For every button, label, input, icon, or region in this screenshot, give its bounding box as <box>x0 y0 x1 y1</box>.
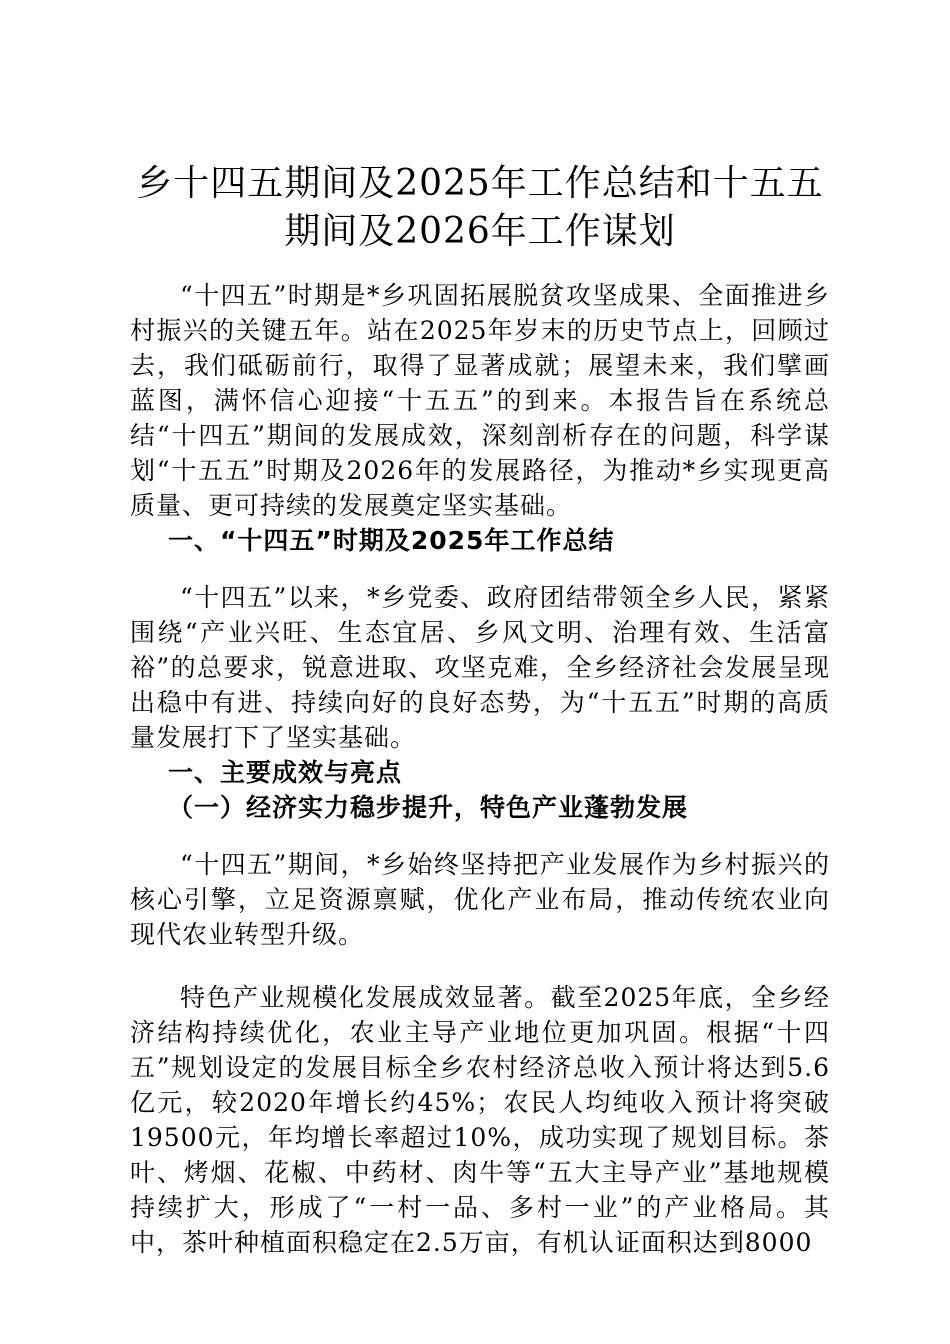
document-title: 乡十四五期间及2025年工作总结和十五五期间及2026年工作谋划 <box>136 163 824 252</box>
section-summary-paragraph: “十四五”以来，*乡党委、政府团结带领全乡人民，紧紧围绕“产业兴旺、生态宜居、乡风文明、治理有效、生活富裕”的总要求，锐意进取、攻坚克难，全乡经济社会发展呈现出稳中有进、持续向好的良好态势，为“十五五”时期的高质量发展打下了坚实基础。 <box>130 583 830 752</box>
item-heading-economy: （一）经济实力稳步提升，特色产业蓬勃发展 <box>168 793 689 822</box>
document-page <box>130 160 830 1260</box>
subsection-heading-achievements: 一、主要成效与亮点 <box>168 758 403 787</box>
economy-paragraph-1: “十四五”期间，*乡始终坚持把产业发展作为乡村振兴的核心引擎，立足资源禀赋，优化产业布局，推动传统农业向现代农业转型升级。 <box>130 850 830 949</box>
section-heading-summary: 一、“十四五”时期及2025年工作总结 <box>168 526 615 555</box>
intro-paragraph: “十四五”时期是*乡巩固拓展脱贫攻坚成果、全面推进乡村振兴的关键五年。站在2025年岁末的历史节点上，回顾过去，我们砥砺前行，取得了显著成就；展望未来，我们擘画蓝图，满怀信心迎接“十五五”的到来。本报告旨在系统总结“十四五”期间的发展成效，深刻剖析存在的问题，科学谋划“十五五”时期及2026年的发展路径，为推动*乡实现更高质量、更可持续的发展奠定坚实基础。 <box>130 281 830 520</box>
economy-paragraph-2: 特色产业规模化发展成效显著。截至2025年底，全乡经济结构持续优化，农业主导产业地位更加巩固。根据“十四五”规划设定的发展目标全乡农村经济总收入预计将达到5.6亿元，较2020年增长约45%；农民人均纯收入预计将突破19500元，年均增长率超过10%，成功实现了规划目标。茶叶、烤烟、花椒、中药材、肉牛等“五大主导产业”基地规模持续扩大，形成了“一村一品、多村一业”的产业格局。其中，茶叶种植面积稳定在2.5万亩，有机认证面积达到8000 <box>130 983 830 1257</box>
